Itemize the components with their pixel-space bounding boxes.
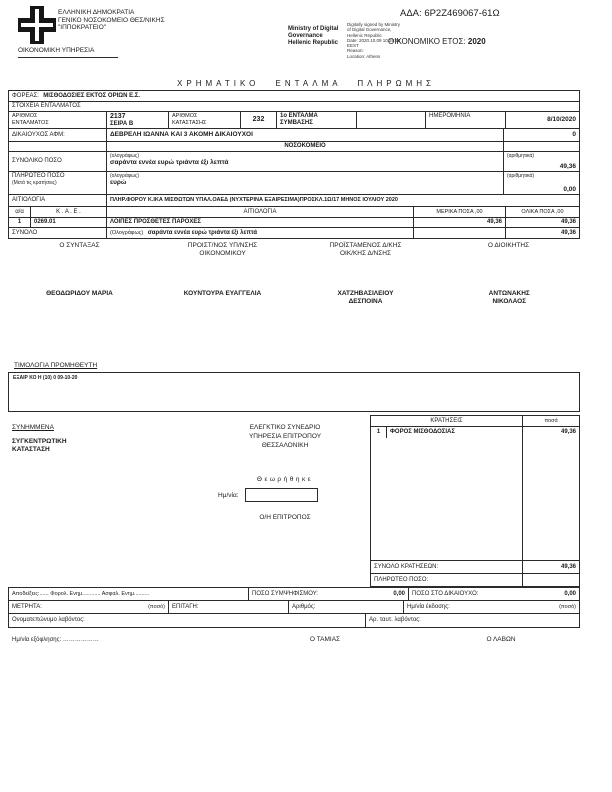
reason-row (9, 195, 579, 207)
to-beneficiary-value: 0,00 (564, 590, 576, 597)
entries-sum-label: ΣΥΝΟΛΟ (9, 228, 107, 238)
signatures-block (8, 242, 580, 327)
deduction-aa: 1 (371, 427, 387, 438)
section-title-row (9, 102, 579, 112)
sig-detail-line: Location: Athens (347, 53, 381, 59)
audit-line3: ΘΕΣΣΑΛΟΝΙΚΗ (261, 442, 309, 449)
payable-amount-numeric-cell (504, 172, 579, 194)
payable-amount-row (9, 172, 579, 195)
foreas-row (9, 91, 579, 102)
signature-governor (437, 242, 580, 327)
entry-partial-amount: 49,36 (414, 218, 506, 227)
beneficiary-value: ΔΕΒΡΕΛΗ ΙΩΑΝΝΑ ΚΑΙ 3 ΑΚΟΜΗ ΔΙΚΑΙΟΥΧΟΙ (107, 129, 504, 141)
empty-cell (523, 438, 579, 560)
org-line3: "ΙΠΠΟΚΡΑΤΕΙΟ" (58, 24, 107, 31)
entry-kae: 0269.01 (31, 218, 107, 227)
receipts-text: Αποδείξεις:...... Φορολ. Ενημ............ Ασφαλ. Ενημ.......... (9, 588, 249, 600)
total-amount-row (9, 152, 579, 172)
fiscal-year-label: ΟΙΚΟΝΟΜΙΚΟ ΕΤΟΣ: (388, 37, 466, 46)
supplier-invoices-box (8, 372, 580, 412)
sig-detail-line: Digitally signed by Ministry (347, 22, 401, 27)
fiscal-year-value: 2020 (467, 37, 486, 46)
sig-detail-line: Hellenic Republic (347, 32, 382, 38)
entry-reason: ΛΟΙΠΕΣ ΠΡΟΣΘΕΤΕΣ ΠΑΡΟΧΕΣ (107, 218, 414, 227)
empty-cell (504, 142, 579, 151)
signature-name: ΧΑΤΖΗΒΑΣΙΛΕΙΟΥ ΔΕΣΠΟΙΝΑ (337, 290, 394, 305)
attachments-item: ΣΥΓΚΕΝΤΡΩΤΙΚΗ ΚΑΤΑΣΤΑΣΗ (12, 438, 67, 453)
to-beneficiary-cell (409, 588, 579, 600)
attachments-label: ΣΥΝΗΜΜΕΝΑ (12, 424, 54, 431)
payment-method-row (9, 601, 579, 614)
entry-row (9, 218, 579, 228)
issue-date-cell (404, 601, 579, 613)
numeric-hint: (αριθμητικά) (507, 153, 535, 159)
org-department: ΟΙΚΟΝΟΜΙΚΗ ΥΠΗΡΕΣΙΑ (18, 47, 118, 58)
ministry-line2: Governance (288, 33, 323, 39)
org-line1: ΕΛΛΗΝΙΚΗ ΔΗΜΟΚΡΑΤΙΑ (58, 9, 135, 16)
commissioner-date-field[interactable] (245, 488, 318, 502)
deductions-payable-value (523, 574, 579, 586)
organization-block (58, 9, 165, 32)
signature-role: Ο ΔΙΟΙΚΗΤΗΣ (487, 242, 530, 249)
fiscal-year (388, 37, 486, 46)
audit-line2: ΥΠΗΡΕΣΙΑ ΕΠΙΤΡΟΠΟΥ (248, 433, 322, 440)
cashier-label: Ο ΤΑΜΙΑΣ (309, 636, 341, 643)
deductions-filler-row (371, 438, 579, 560)
reason-label: ΑΙΤΙΟΛΟΓΙΑ (9, 195, 107, 206)
entries-sum-words-cell (107, 228, 414, 238)
signature-admin-director (294, 242, 437, 327)
payment-footer-box (8, 587, 580, 628)
words-hint: (ολογράφως) (110, 173, 140, 179)
foreas-label: ΦΟΡΕΑΣ: (12, 92, 39, 99)
total-amount-numeric-cell (504, 152, 579, 171)
recipient-name-label: Ονοματεπώνυμο λαβόντος: (9, 614, 366, 627)
deductions-sum-row (371, 560, 579, 573)
ada-number (400, 8, 500, 19)
foreas-cell (9, 91, 579, 101)
signature-author (8, 242, 151, 327)
warrant-series-value: ΣΕΙΡΑ Β (110, 121, 134, 127)
ministry-stamp-name (288, 26, 338, 47)
deductions-payable-row (371, 573, 579, 586)
reason-value: ΠΛΗΡ.ΦΟΡΟΥ Κ.ΙΚΑ ΜΙΣΘΩΤΩΝ ΥΠΑΛ.ΟΑΕΔ (ΝΥΧΤΕΡΙΝΑ ΕΞΑΙΡΕΣΙΜΑ)ΠΡΟΣΚΛ.1Ω/17 ΜΗΝΟΣ ΙΟΥΛΙΟΥ 2020 (110, 197, 398, 204)
contract-order-label: 1ο ΕΝΤΑΛΜΑ ΣΥΜΒΑΣΗΣ (280, 113, 318, 126)
payable-amount-sublabel: (Μετά τις κρατήσεις) (12, 180, 57, 186)
statement-number-label-cell (169, 112, 241, 128)
beneficiary-row (9, 129, 579, 142)
signature-role: ΠΡΟΪΣΤΑΜΕΝΟΣ Δ/ΚΗΣ ΟΙΚ/ΚΗΣ Δ/ΝΣΗΣ (329, 242, 402, 257)
contract-order-cell (277, 112, 357, 128)
signature-name: ΚΟΥΝΤΟΥΡΑ ΕΥΑΓΓΕΛΙΑ (183, 290, 262, 297)
ministry-line1: Ministry of Digital (288, 26, 339, 32)
receiver-label: Ο ΛΑΒΩΝ (486, 636, 516, 643)
recipient-row (9, 614, 579, 627)
beneficiary-afm: 0 (572, 131, 576, 139)
deductions-table (370, 415, 580, 587)
warrant-number-label-cell (9, 112, 107, 128)
ministry-line3: Hellenic Republic (288, 40, 339, 46)
sig-detail-line: Reason: (347, 48, 364, 54)
entries-header-row (9, 207, 579, 218)
cheque-number-label: Αριθμός: (289, 601, 404, 613)
warrant-number-value: 2137 (110, 113, 126, 120)
to-beneficiary-label: ΠΟΣΟ ΣΤΟ ΔΙΚΑΙΟΥΧΟ: (412, 590, 479, 597)
deductions-header-row (371, 416, 579, 427)
deductions-amount-col-header: ποσά (544, 417, 558, 424)
commissioner-label: Ο/Η ΕΠΙΤΡΟΠΟΣ (259, 514, 311, 521)
deductions-title: ΚΡΑΤΗΣΕΙΣ (371, 416, 523, 426)
supplier-invoices-content: ΕΞΑΙΡ ΚΟ Η (10) 0 09-10-20 (13, 375, 78, 381)
commissioner-date-label: Ημ/νία: (218, 492, 239, 499)
total-amount-words-cell (107, 152, 504, 171)
empty-cell (371, 438, 523, 560)
entries-sum-row (9, 228, 579, 238)
offset-cell (249, 588, 409, 600)
audit-court-block (200, 423, 370, 450)
words-hint: (ολογράφως) (110, 153, 140, 159)
deductions-sum-value: 49,36 (560, 563, 576, 570)
supplier-invoices-label: ΤΙΜΟΛΟΓΙΑ ΠΡΟΜΗΘΕΥΤΗ (14, 362, 98, 369)
total-amount-numeric: 49,36 (559, 162, 576, 170)
col-header-aa: α/α (9, 207, 31, 217)
deductions-payable-label: ΠΛΗΡΩΤΕΟ ΠΟΣΟ: (371, 574, 523, 586)
empty-cell (9, 142, 107, 151)
warrant-number-value-cell (107, 112, 169, 128)
issue-date-label: Ημ/νία έκδοσης: (407, 603, 450, 610)
numeric-hint: (αριθμητικά) (507, 173, 535, 179)
org-line2: ΓΕΝΙΚΟ ΝΟΣΟΚΟΜΕΙΟ ΘΕΣ/ΝΙΚΗΣ (58, 16, 165, 24)
hospital-name: ΝΟΣΟΚΟΜΕΙΟ (107, 142, 504, 151)
payable-amount-numeric: 0,00 (563, 185, 576, 193)
signature-name: ΑΝΤΩΝΑΚΗΣ ΝΙΚΟΛΑΟΣ (488, 290, 530, 305)
cash-label: ΜΕΤΡΗΤΑ: (12, 603, 42, 610)
payoff-date-label: Ημ/νία εξόφλησης: ……………… (12, 637, 99, 643)
ada-value: 6Ρ2Ζ469067-61Ω (424, 8, 500, 19)
sig-detail-line: of Digital Governance, (347, 27, 392, 33)
sig-detail-line: EEST (347, 43, 359, 49)
document-title: ΧΡΗΜΑΤΙΚΟ ΕΝΤΑΛΜΑ ΠΛΗΡΩΜΗΣ (177, 79, 435, 88)
entries-sum-words: σαράντα εννέα ευρώ τριάντα έξι λεπτά (147, 229, 258, 236)
empty-cell (414, 228, 506, 238)
cheque-label: ΕΠΙΤΑΓΗ: (169, 601, 289, 613)
receipts-row (9, 588, 579, 601)
col-header-kae: Κ . Α . Ε . (31, 207, 107, 217)
amount-hint: (ποσό) (148, 603, 165, 610)
warrant-numbers-row (9, 112, 579, 129)
signature-finance-head (151, 242, 294, 327)
col-header-partial: ΜΕΡΙΚΑ ΠΟΣΑ ,00 (414, 207, 506, 217)
sum-words-hint: (Ολογράφως) (110, 229, 144, 236)
deductions-sum-label: ΣΥΝΟΛΟ ΚΡΑΤΗΣΕΩΝ: (371, 561, 523, 573)
offset-value: 0,00 (393, 590, 405, 597)
statement-number-label: ΑΡΙΘΜΟΣ ΚΑΤΑΣΤΑΣΗΣ (172, 113, 207, 126)
deduction-amount: 49,36 (560, 429, 576, 435)
warrant-table (8, 90, 580, 239)
payable-amount-label-cell (9, 172, 107, 194)
total-amount-label: ΣΥΝΟΛΙΚΟ ΠΟΣΟ (9, 152, 107, 171)
amount-hint: (ποσό) (559, 603, 576, 610)
foreas-value: ΜΙΣΘΟΔΟΣΙΕΣ ΕΚΤΟΣ ΟΡΙΩΝ Ε.Σ. (43, 92, 140, 99)
col-header-total: ΟΛΙΚΑ ΠΟΣΑ ,00 (521, 208, 564, 215)
deduction-row (371, 427, 579, 438)
payable-amount-words-cell (107, 172, 504, 194)
sig-detail-line: Date: 2020.10.09 10:28:15 (347, 37, 401, 43)
approved-label: Θεωρήθηκε (256, 476, 314, 483)
date-value: 8/10/2020 (547, 116, 576, 124)
empty-cell (357, 112, 426, 128)
statement-number-value: 232 (241, 112, 277, 128)
ada-label: ΑΔΑ: (400, 8, 422, 19)
entry-aa: 1 (9, 218, 31, 227)
entries-sum-total: 49,36 (560, 229, 576, 236)
payable-amount-label: ΠΛΗΡΩΤΕΟ ΠΟΣΟ (12, 173, 65, 179)
hospital-row (9, 142, 579, 152)
recipient-id-label: Αρ. ταυτ. λαβόντος: (369, 617, 421, 623)
offset-label: ΠΟΣΟ ΣΥΜΨΗΦΙΣΜΟΥ: (252, 590, 319, 597)
audit-line1: ΕΛΕΓΚΤΙΚΟ ΣΥΝΕΔΡΙΟ (249, 424, 321, 431)
beneficiary-label: ΔΙΚΑΙΟΥΧΟΣ ΑΦΜ: (9, 129, 107, 141)
cash-cell (9, 601, 169, 613)
warrant-number-label: ΑΡΙΘΜΟΣ ΕΝΤΑΛΜΑΤΟΣ (12, 113, 49, 126)
total-amount-words: σαράντα εννέα ευρώ τριάντα έξι λεπτά (110, 159, 229, 166)
section-title: ΣΤΟΙΧΕΙΑ ΕΝΤΑΛΜΑΤΟΣ (12, 103, 81, 109)
signature-role: Ο ΣΥΝΤΑΞΑΣ (59, 242, 100, 249)
signature-role: ΠΡΟΙΣΤ/ΝΟΣ ΥΠ/ΝΣΗΣ ΟΙΚΟΝΟΜΙΚΟΥ (187, 242, 258, 257)
hospital-cross-icon (18, 6, 56, 44)
col-header-reason: ΑΙΤΙΟΛΟΓΙΑ (107, 207, 414, 217)
date-label-cell: ΗΜΕΡΟΜΗΝΙΑ (426, 112, 506, 128)
signature-name: ΘΕΟΔΩΡΙΔΟΥ ΜΑΡΙΑ (46, 290, 113, 297)
entry-total-amount: 49,36 (560, 219, 576, 225)
payable-amount-words: ευρώ (110, 179, 127, 186)
deduction-name: ΦΟΡΟΣ ΜΙΣΘΟΔΟΣΙΑΣ (387, 427, 523, 438)
